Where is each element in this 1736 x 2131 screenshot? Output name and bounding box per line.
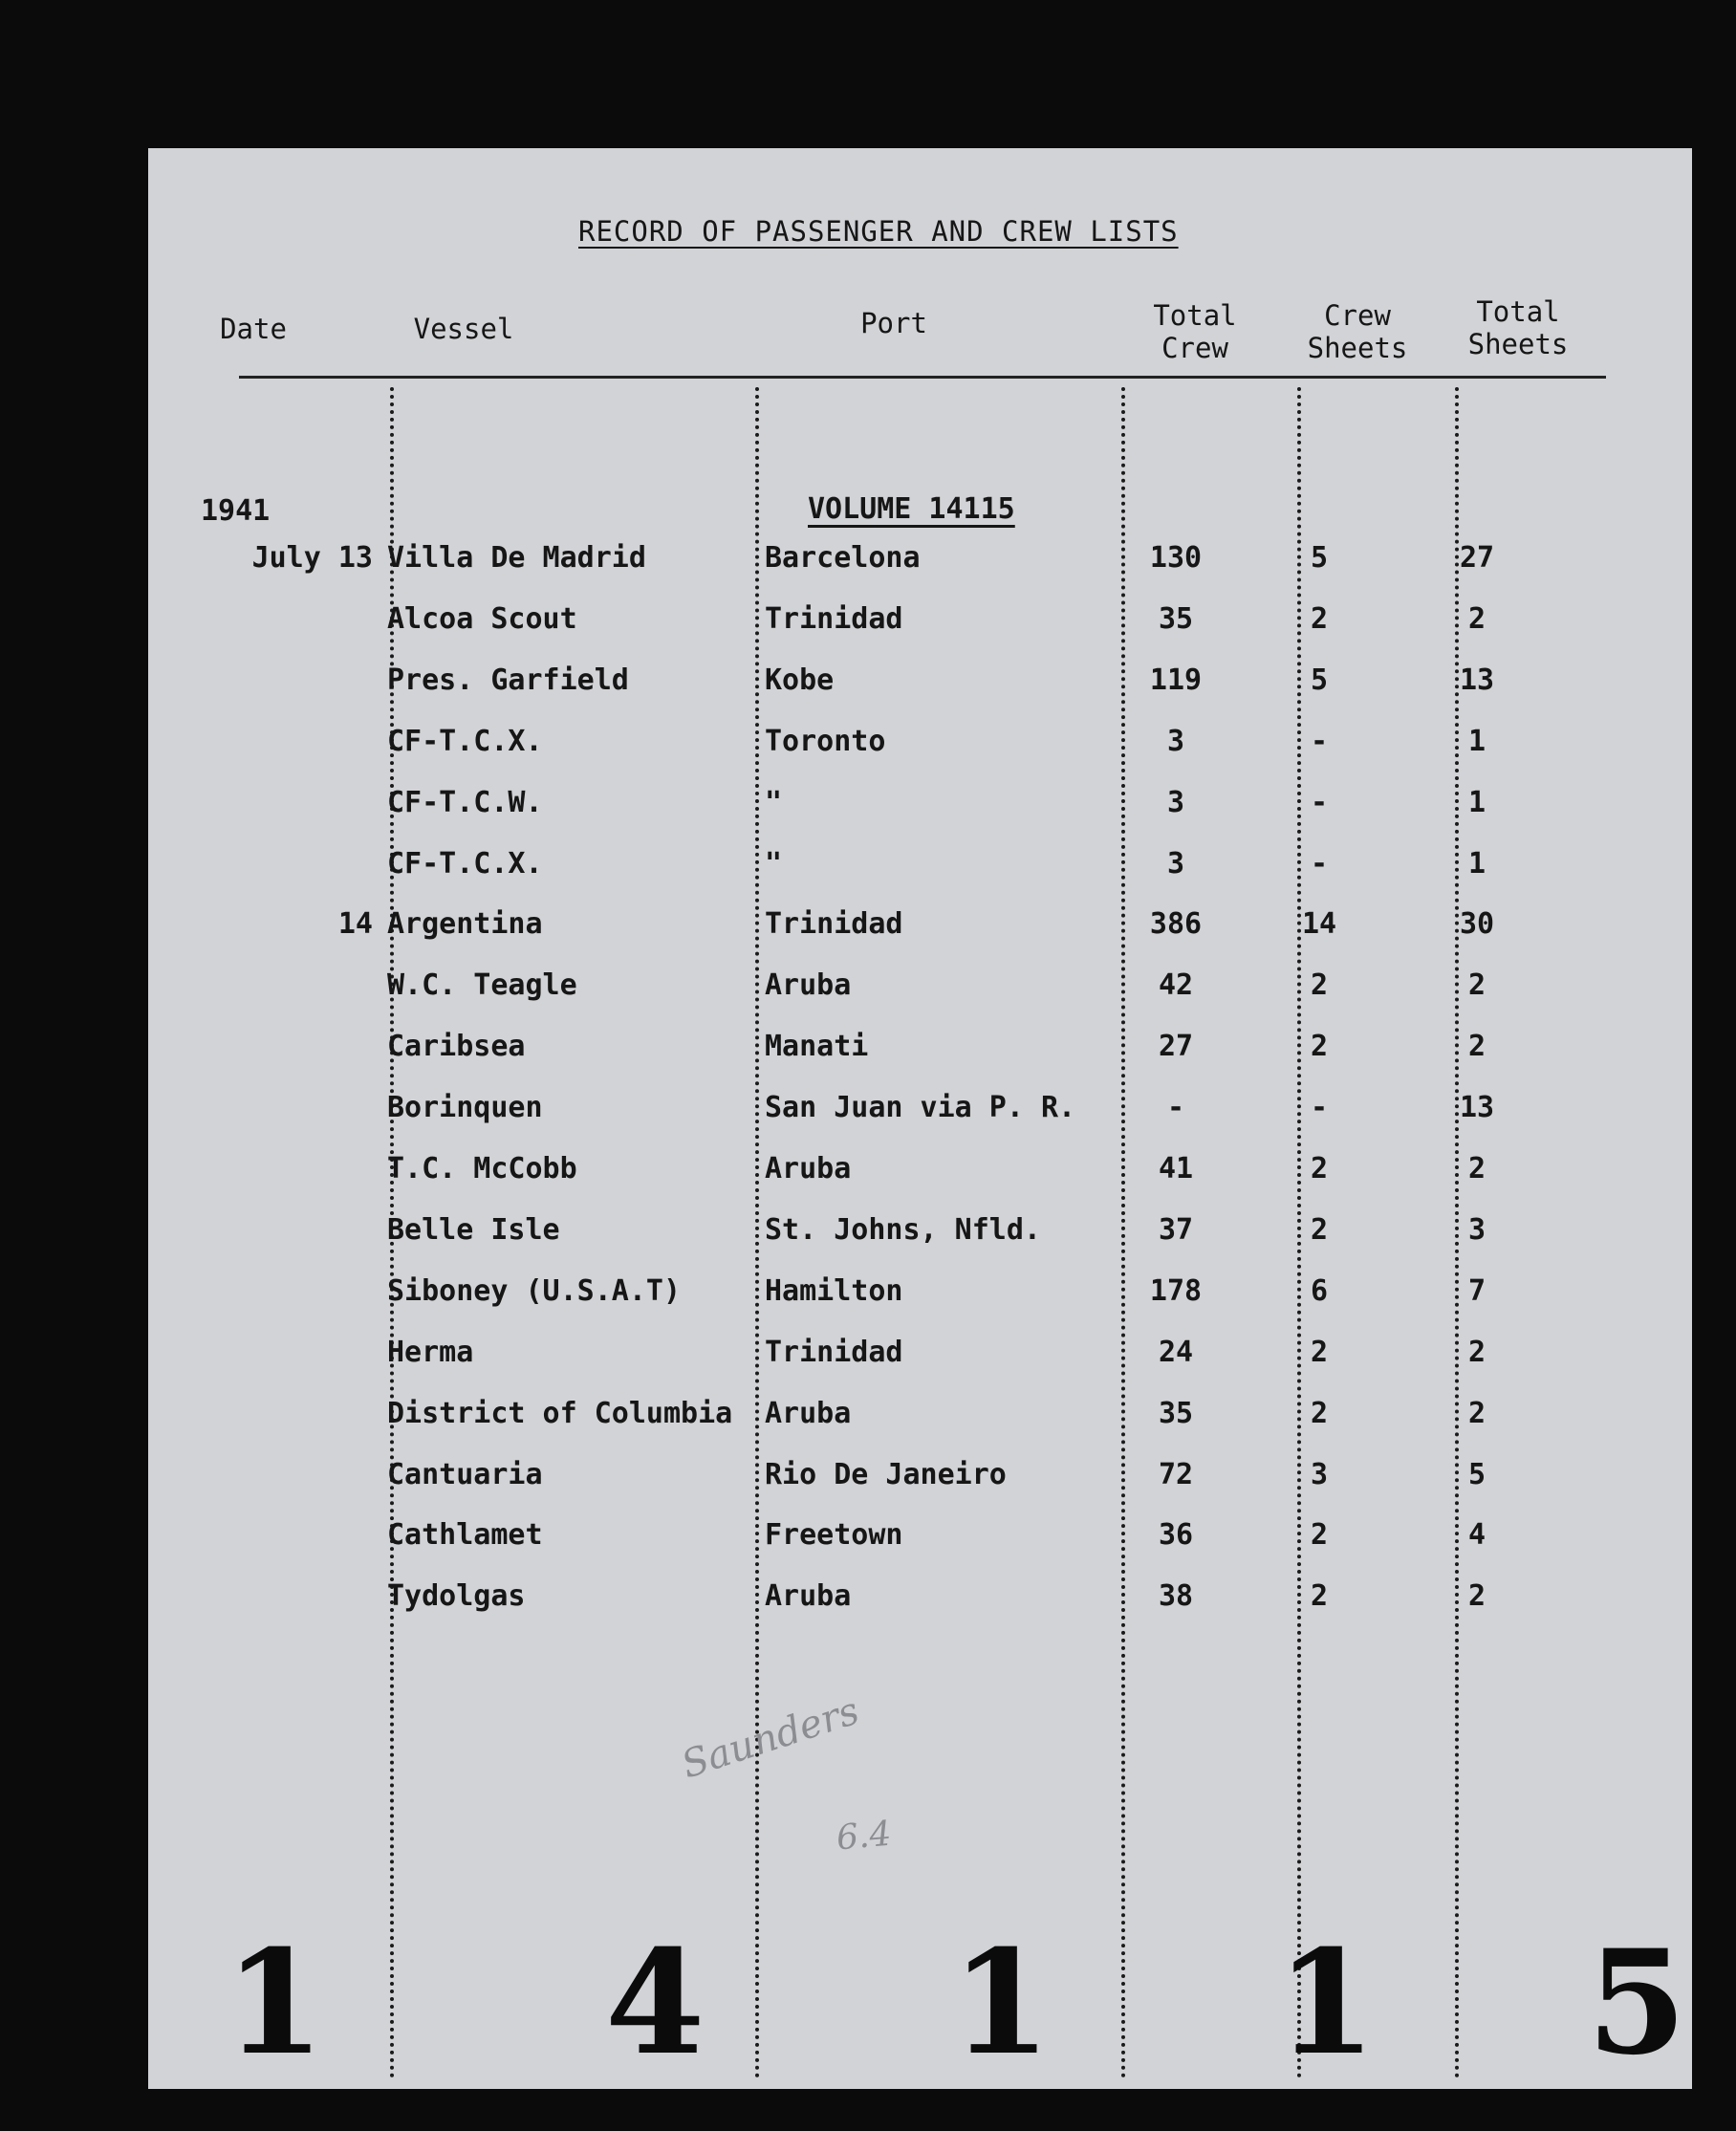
row-date: July 13 <box>251 541 373 575</box>
row-total-crew: 119 <box>1149 663 1203 697</box>
row-vessel: Siboney (U.S.A.T) <box>387 1274 682 1308</box>
table-row <box>148 721 1692 763</box>
stamp-digit-5: 5 <box>1587 1919 1687 2087</box>
table-row <box>148 782 1692 824</box>
table-row <box>148 1209 1692 1251</box>
table-row <box>148 1271 1692 1313</box>
row-port: Freetown <box>765 1518 903 1552</box>
row-total-crew: 42 <box>1158 968 1194 1002</box>
volume-label: VOLUME 14115 <box>808 492 1015 526</box>
row-vessel: CF-T.C.X. <box>387 847 543 881</box>
row-vessel: Pres. Garfield <box>387 663 629 697</box>
row-total-sheets: 27 <box>1459 541 1495 575</box>
table-row <box>148 1514 1692 1556</box>
stamp-digit-1: 1 <box>225 1919 325 2087</box>
row-port: Trinidad <box>765 1336 903 1369</box>
table-row <box>148 537 1692 579</box>
table-row <box>148 965 1692 1007</box>
row-total-crew: 27 <box>1158 1030 1194 1063</box>
header-rule <box>239 376 1606 379</box>
row-total-sheets: 2 <box>1467 1336 1486 1369</box>
header-crew-sheets <box>1295 299 1420 364</box>
row-crew-sheets: 2 <box>1310 1579 1329 1613</box>
record-page <box>148 148 1692 2089</box>
row-port: " <box>765 847 783 881</box>
row-vessel: Alcoa Scout <box>387 602 577 636</box>
row-crew-sheets: - <box>1310 725 1329 758</box>
row-total-sheets: 13 <box>1459 1091 1495 1124</box>
row-vessel: Caribsea <box>387 1030 526 1063</box>
row-port: " <box>765 786 783 819</box>
row-total-sheets: 2 <box>1467 1579 1486 1613</box>
row-port: San Juan via P. R. <box>765 1091 1076 1124</box>
row-port: Aruba <box>765 1579 852 1613</box>
row-crew-sheets: - <box>1310 786 1329 819</box>
row-vessel: Cathlamet <box>387 1518 543 1552</box>
row-port: Trinidad <box>765 602 903 636</box>
header-total-sheets-line1: Total <box>1476 295 1560 328</box>
row-crew-sheets: 5 <box>1310 541 1329 575</box>
row-vessel: Cantuaria <box>387 1458 543 1491</box>
table-row <box>148 1576 1692 1618</box>
row-vessel: Villa De Madrid <box>387 541 646 575</box>
row-total-sheets: 2 <box>1467 1397 1486 1430</box>
row-port: Aruba <box>765 1397 852 1430</box>
row-total-crew: 3 <box>1166 786 1185 819</box>
row-vessel: District of Columbia <box>387 1397 733 1430</box>
row-total-sheets: 30 <box>1459 907 1495 941</box>
row-crew-sheets: 5 <box>1310 663 1329 697</box>
row-port: Aruba <box>765 1152 852 1185</box>
row-total-sheets: 7 <box>1467 1274 1486 1308</box>
header-crew-sheets-line1: Crew <box>1324 299 1391 332</box>
row-total-sheets: 1 <box>1467 725 1486 758</box>
table-row <box>148 1332 1692 1374</box>
row-total-sheets: 13 <box>1459 663 1495 697</box>
table-row <box>148 1148 1692 1190</box>
stamp-digit-4: 1 <box>1276 1919 1377 2087</box>
row-total-sheets: 1 <box>1467 847 1486 881</box>
row-total-crew: 386 <box>1149 907 1203 941</box>
row-port: Aruba <box>765 968 852 1002</box>
table-row <box>148 1026 1692 1068</box>
row-port: Hamilton <box>765 1274 903 1308</box>
row-total-crew: 41 <box>1158 1152 1194 1185</box>
handwritten-note-2: 6.4 <box>835 1814 893 1859</box>
header-date: Date <box>220 313 287 345</box>
header-total-sheets-line2: Sheets <box>1467 328 1569 360</box>
header-total-crew <box>1133 299 1257 364</box>
row-port: St. Johns, Nfld. <box>765 1213 1041 1247</box>
row-crew-sheets: 2 <box>1310 1336 1329 1369</box>
header-vessel: Vessel <box>413 313 514 345</box>
row-crew-sheets: 2 <box>1310 602 1329 636</box>
row-crew-sheets: 2 <box>1310 1030 1329 1063</box>
stamp-digit-3: 1 <box>951 1919 1052 2087</box>
row-crew-sheets: - <box>1310 1091 1329 1124</box>
table-row <box>148 1087 1692 1129</box>
row-port: Toronto <box>765 725 886 758</box>
stamp-digit-2: 4 <box>605 1919 705 2087</box>
row-vessel: Argentina <box>387 907 543 941</box>
row-crew-sheets: 2 <box>1310 1397 1329 1430</box>
row-vessel: T.C. McCobb <box>387 1152 577 1185</box>
header-port: Port <box>860 307 927 339</box>
row-vessel: CF-T.C.W. <box>387 786 543 819</box>
row-date: 14 <box>337 907 373 941</box>
table-row <box>148 1393 1692 1435</box>
row-total-sheets: 1 <box>1467 786 1486 819</box>
header-total-crew-line1: Total <box>1153 299 1237 332</box>
year-label: 1941 <box>201 494 271 528</box>
row-total-crew: - <box>1166 1091 1185 1124</box>
row-vessel: W.C. Teagle <box>387 968 577 1002</box>
row-crew-sheets: 6 <box>1310 1274 1329 1308</box>
row-total-crew: 36 <box>1158 1518 1194 1552</box>
row-port: Rio De Janeiro <box>765 1458 1007 1491</box>
row-vessel: Herma <box>387 1336 474 1369</box>
row-total-sheets: 2 <box>1467 1030 1486 1063</box>
row-crew-sheets: 3 <box>1310 1458 1329 1491</box>
header-total-crew-line2: Crew <box>1161 332 1228 364</box>
row-crew-sheets: 2 <box>1310 968 1329 1002</box>
table-row <box>148 843 1692 885</box>
row-total-crew: 35 <box>1158 1397 1194 1430</box>
header-crew-sheets-line2: Sheets <box>1307 332 1408 364</box>
row-port: Barcelona <box>765 541 921 575</box>
table-row <box>148 903 1692 946</box>
row-total-crew: 3 <box>1166 847 1185 881</box>
row-total-sheets: 2 <box>1467 968 1486 1002</box>
row-port: Manati <box>765 1030 869 1063</box>
row-total-crew: 178 <box>1149 1274 1203 1308</box>
row-total-crew: 3 <box>1166 725 1185 758</box>
table-row <box>148 1454 1692 1496</box>
row-total-crew: 130 <box>1149 541 1203 575</box>
row-total-crew: 38 <box>1158 1579 1194 1613</box>
row-vessel: Borinquen <box>387 1091 543 1124</box>
row-total-crew: 72 <box>1158 1458 1194 1491</box>
row-total-sheets: 3 <box>1467 1213 1486 1247</box>
row-vessel: Tydolgas <box>387 1579 526 1613</box>
row-total-sheets: 2 <box>1467 602 1486 636</box>
row-crew-sheets: 2 <box>1310 1518 1329 1552</box>
row-port: Trinidad <box>765 907 903 941</box>
row-vessel: CF-T.C.X. <box>387 725 543 758</box>
row-total-sheets: 4 <box>1467 1518 1486 1552</box>
row-total-crew: 24 <box>1158 1336 1194 1369</box>
row-total-crew: 37 <box>1158 1213 1194 1247</box>
row-vessel: Belle Isle <box>387 1213 560 1247</box>
row-total-crew: 35 <box>1158 602 1194 636</box>
row-crew-sheets: - <box>1310 847 1329 881</box>
row-crew-sheets: 14 <box>1301 907 1337 941</box>
table-row <box>148 598 1692 641</box>
row-crew-sheets: 2 <box>1310 1213 1329 1247</box>
row-crew-sheets: 2 <box>1310 1152 1329 1185</box>
row-port: Kobe <box>765 663 835 697</box>
handwritten-note: Saunders <box>676 1688 865 1788</box>
row-total-sheets: 5 <box>1467 1458 1486 1491</box>
header-total-sheets <box>1456 295 1580 360</box>
row-total-sheets: 2 <box>1467 1152 1486 1185</box>
page-title: RECORD OF PASSENGER AND CREW LISTS <box>578 215 1179 248</box>
table-row <box>148 660 1692 702</box>
